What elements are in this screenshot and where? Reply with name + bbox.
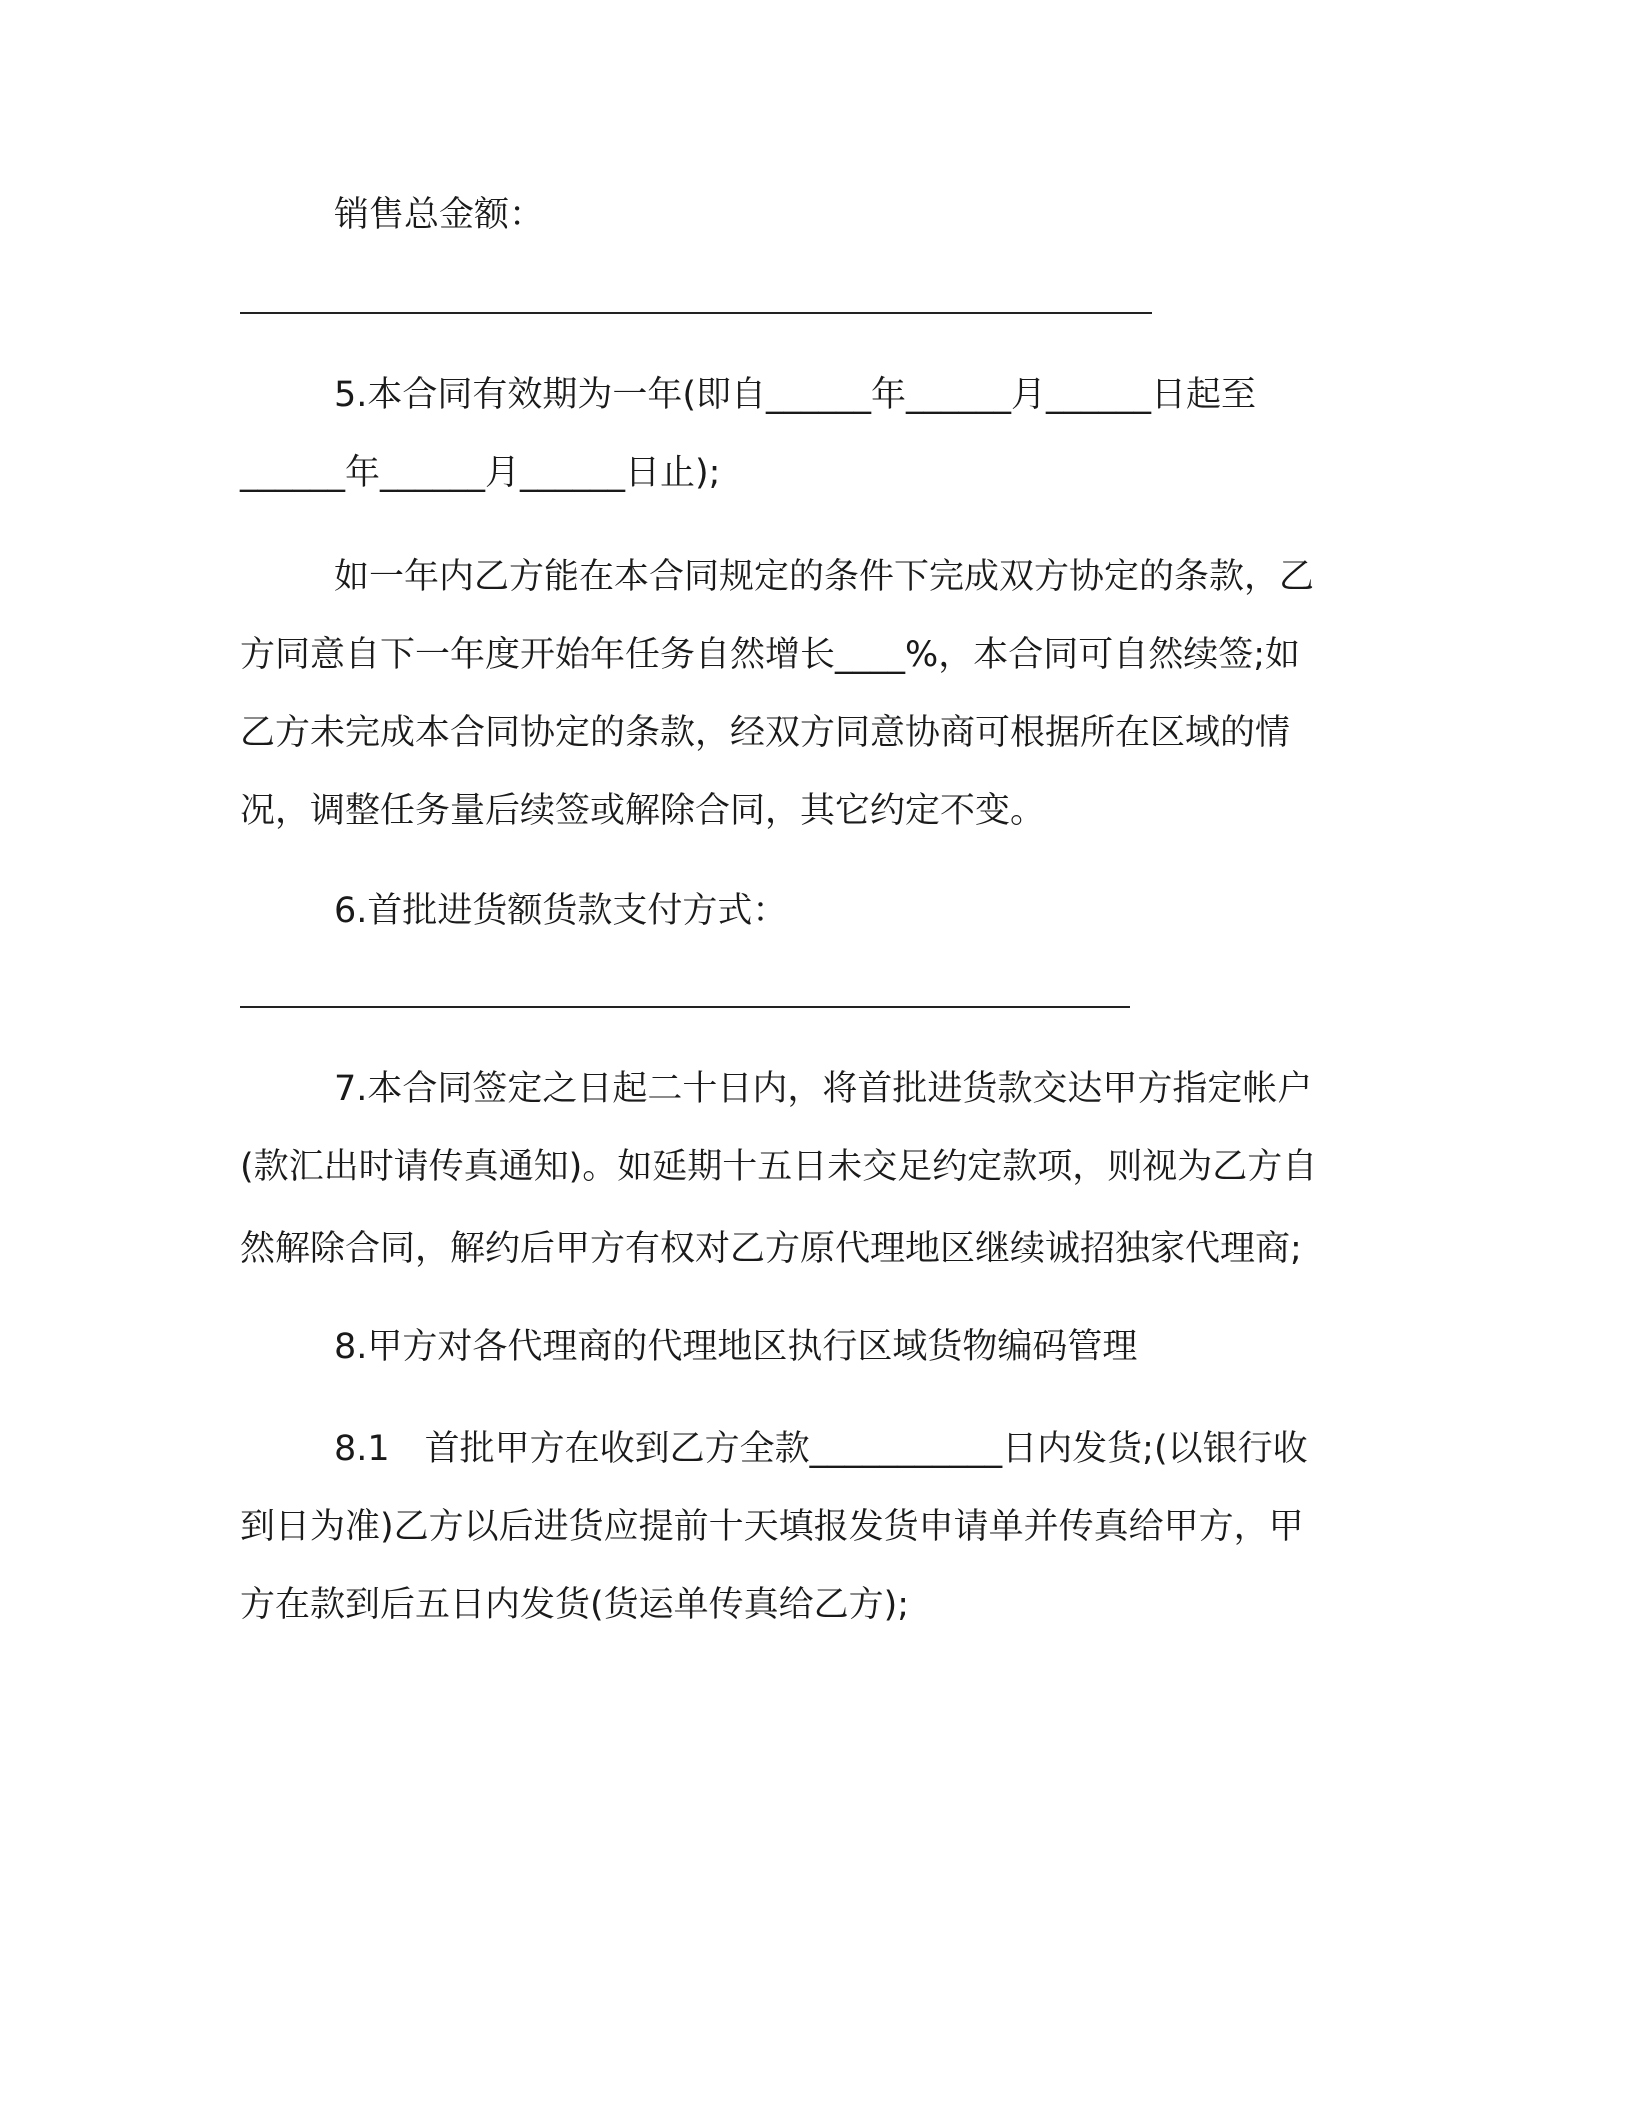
total-sales-label: 销售总金额： <box>334 195 545 235</box>
clause-8: 8.甲方对各代理商的代理地区执行区域货物编码管理 <box>334 1327 1138 1367</box>
renewal-line-2: 方同意自下一年度开始年任务自然增长____%，本合同可自然续签;如 <box>240 635 1301 675</box>
total-sales-blank-line <box>240 312 1152 314</box>
clause-7-line-2: (款汇出时请传真通知)。如延期十五日未交足约定款项，则视为乙方自 <box>240 1147 1318 1187</box>
clause-7-line-1: 7.本合同签定之日起二十日内，将首批进货款交达甲方指定帐户 <box>334 1069 1313 1109</box>
payment-method-blank-line <box>240 1006 1130 1008</box>
clause-8-1-line-1: 8.1 首批甲方在收到乙方全款___________日内发货;(以银行收 <box>334 1429 1308 1469</box>
renewal-line-1: 如一年内乙方能在本合同规定的条件下完成双方协定的条款，乙 <box>334 557 1315 597</box>
clause-6: 6.首批进货额货款支付方式： <box>334 891 788 931</box>
clause-8-1-line-2: 到日为准)乙方以后进货应提前十天填报发货申请单并传真给甲方，甲 <box>240 1507 1304 1547</box>
clause-5-line-1: 5.本合同有效期为一年(即自______年______月______日起至 <box>334 375 1257 415</box>
renewal-line-4: 况，调整任务量后续签或解除合同，其它约定不变。 <box>240 791 1046 831</box>
clause-5-line-2: ______年______月______日止); <box>240 453 721 493</box>
clause-8-1-line-3: 方在款到后五日内发货(货运单传真给乙方); <box>240 1585 910 1625</box>
renewal-line-3: 乙方未完成本合同协定的条款，经双方同意协商可根据所在区域的情 <box>240 713 1291 753</box>
clause-7-line-3: 然解除合同，解约后甲方有权对乙方原代理地区继续诚招独家代理商; <box>240 1229 1302 1269</box>
